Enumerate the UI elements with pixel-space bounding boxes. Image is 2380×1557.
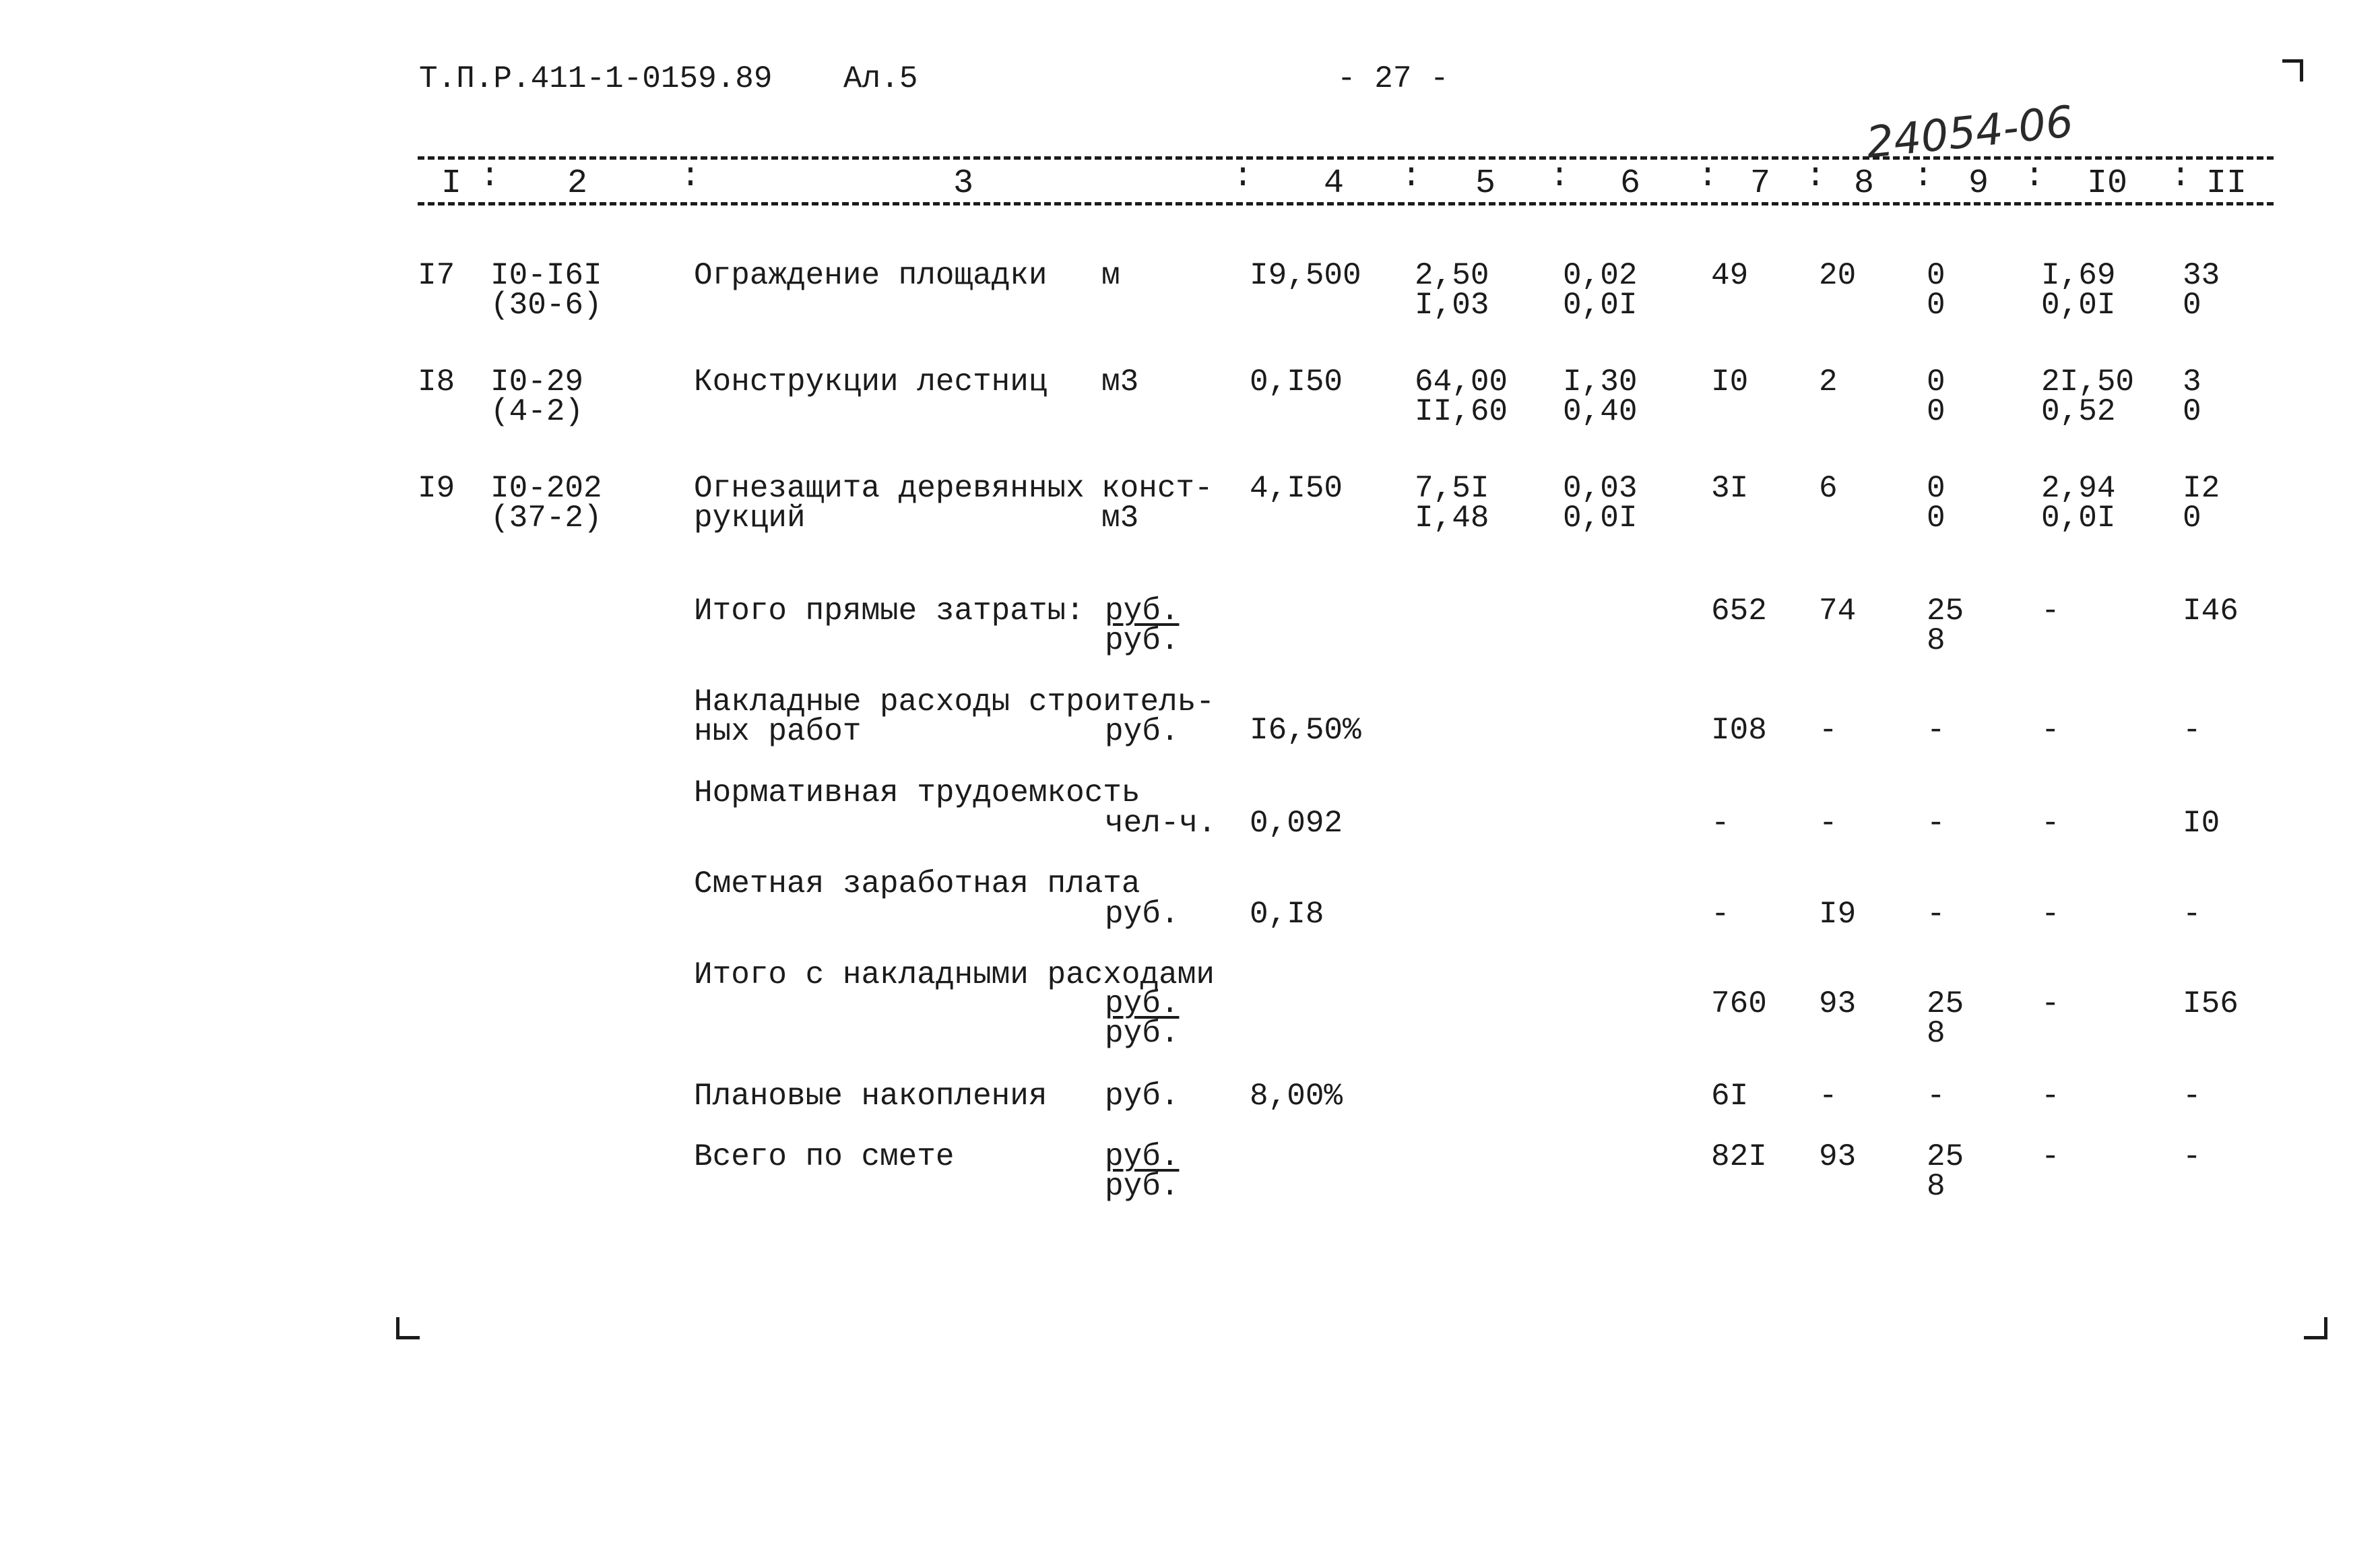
summary-col11: - [2183,897,2201,932]
column-header: 2 [567,164,588,203]
summary-unit-line: руб. [1105,623,1180,658]
header-bottom-rule [418,202,2274,205]
row-col11-line: 3 [2183,364,2201,400]
summary-label-line: ных работ [694,714,862,749]
row-code-line: (37-2) [490,501,602,536]
row-col9 [1927,364,1945,429]
summary-col9-line: 25 [1927,1139,1964,1174]
row-col8: 6 [1819,471,1838,506]
column-header: 4 [1324,164,1345,203]
row-unit-line: м3 [1101,364,1139,400]
summary-col9-line: 8 [1927,1016,1945,1051]
column-separator: : [2170,158,2191,196]
summary-label-line: Нормативная трудоемкость [694,775,1140,811]
summary-unit-line: чел-ч. [1105,806,1217,841]
row-col7: I0 [1711,364,1749,400]
row-code [490,364,584,429]
summary-col9-line: 25 [1927,594,1964,629]
column-header: 8 [1854,164,1875,203]
column-separator: : [480,158,501,196]
summary-col9 [1927,806,1945,841]
row-col11-line: 0 [2183,394,2201,429]
row-col6-line: I,30 [1563,364,1638,400]
summary-col9-line: - [1927,1079,1945,1114]
row-unit [1101,364,1139,400]
summary-unit-line: руб. [1105,714,1180,749]
row-col10-line: 0,0I [2041,288,2116,323]
summary-col11: - [2183,1139,2201,1174]
row-code-line: I0-29 [490,364,584,400]
row-col10 [2041,258,2116,323]
column-separator: : [1549,158,1570,196]
row-col11 [2183,364,2201,429]
row-quantity: 4,I50 [1250,471,1343,506]
summary-col7: - [1711,806,1730,841]
row-col5 [1415,471,1489,536]
summary-col8: - [1819,806,1838,841]
row-col10-line: 2,94 [2041,471,2116,506]
row-unit [1101,258,1120,293]
row-code [490,258,602,323]
corner-mark-bottom-left [396,1317,420,1339]
summary-col8: - [1819,1079,1838,1114]
row-quantity: I9,500 [1250,258,1361,293]
row-col6-line: 0,02 [1563,258,1638,293]
summary-unit-line: руб. [1105,1016,1180,1051]
row-unit-line: м [1101,258,1120,293]
row-name [694,471,1085,536]
summary-percent: 0,I8 [1250,897,1324,932]
summary-col9-line: - [1927,806,1945,841]
row-col6-line: 0,40 [1563,394,1638,429]
summary-unit-line: руб. [1105,897,1180,932]
row-col5-line: 64,00 [1415,364,1508,400]
summary-col10: - [2041,594,2060,629]
summary-col9 [1927,897,1945,932]
column-separator: : [1805,158,1826,196]
summary-label [694,866,1140,901]
page-number: - 27 - [1337,61,1449,96]
summary-col9 [1927,713,1945,748]
summary-col8: 74 [1819,594,1857,629]
row-col10-line: 0,0I [2041,501,2116,536]
summary-col8: 93 [1819,986,1857,1021]
summary-percent: I6,50% [1250,713,1361,748]
summary-col10: - [2041,897,2060,932]
summary-col10: - [2041,713,2060,748]
summary-col9 [1927,1139,1964,1204]
row-unit-line: конст- [1101,471,1213,506]
summary-col7: 82I [1711,1139,1767,1174]
row-unit-line: м3 [1101,501,1139,536]
row-col11-line: 33 [2183,258,2220,293]
summary-unit-line: руб. [1105,1139,1180,1174]
summary-percent: 8,00% [1250,1079,1343,1114]
corner-mark-top-right [2282,59,2303,82]
summary-col10: - [2041,1079,2060,1114]
summary-unit [1105,897,1180,932]
column-header: I0 [2087,164,2128,203]
row-col5 [1415,258,1489,323]
summary-unit-line: руб. [1105,1169,1180,1204]
row-name-line: Огнезащита деревянных [694,471,1085,506]
summary-label [694,775,1140,811]
row-col8: 20 [1819,258,1857,293]
row-col9-line: 0 [1927,364,1945,400]
summary-unit [1105,1139,1180,1204]
row-col5-line: 2,50 [1415,258,1489,293]
summary-col8: 93 [1819,1139,1857,1174]
row-unit [1101,471,1213,536]
row-col10 [2041,471,2116,536]
summary-col11: I46 [2183,594,2239,629]
row-col9 [1927,258,1945,323]
summary-unit-line: руб. [1105,1079,1180,1114]
corner-mark-bottom-right [2304,1317,2327,1339]
row-col10-line: I,69 [2041,258,2116,293]
sheet-label: Ал.5 [843,61,918,96]
row-col11-line: I2 [2183,471,2220,506]
summary-col7: 6I [1711,1079,1749,1114]
summary-label-line: Всего по смете [694,1139,955,1174]
summary-label-line: Накладные расходы строитель- [694,685,1215,720]
column-header: 5 [1475,164,1496,203]
row-col11-line: 0 [2183,288,2201,323]
row-name-line: рукций [694,501,806,536]
summary-label [694,1079,1048,1114]
summary-col8: - [1819,713,1838,748]
row-col5 [1415,364,1508,429]
summary-col10: - [2041,1139,2060,1174]
column-separator: : [1698,158,1718,196]
summary-col7: I08 [1711,713,1767,748]
row-code-line: (4-2) [490,394,584,429]
summary-col10: - [2041,806,2060,841]
row-col11 [2183,258,2220,323]
row-col8: 2 [1819,364,1838,400]
row-code-line: I0-I6I [490,258,602,293]
row-col7: 49 [1711,258,1749,293]
summary-col9 [1927,596,1964,656]
summary-label [694,1139,955,1174]
row-col10-line: 0,52 [2041,394,2116,429]
column-header: 6 [1620,164,1641,203]
row-quantity: 0,I50 [1250,364,1343,400]
summary-col9-line: 25 [1927,986,1964,1021]
row-col9-line: 0 [1927,471,1945,506]
row-name [694,258,1048,293]
document-code: Т.П.Р.411-1-0159.89 [419,61,773,96]
row-code-line: I0-202 [490,471,602,506]
summary-col11: - [2183,713,2201,748]
summary-label-line: Итого прямые затраты: [694,594,1085,629]
row-col9 [1927,471,1945,536]
summary-col9 [1927,1079,1945,1114]
row-col6-line: 0,0I [1563,288,1638,323]
summary-unit [1105,986,1180,1051]
summary-col11: I56 [2183,986,2239,1021]
summary-col11: I0 [2183,806,2220,841]
row-col10 [2041,364,2135,429]
summary-col11: - [2183,1079,2201,1114]
column-header: I [441,164,462,203]
handwritten-number: 24054-06 [1863,97,2076,168]
summary-unit [1105,596,1179,656]
row-col5-line: I,03 [1415,288,1489,323]
row-col5-line: I,48 [1415,501,1489,536]
column-separator: : [1401,158,1422,196]
column-header: II [2206,164,2247,203]
row-col11-line: 0 [2183,501,2201,536]
summary-col7: - [1711,897,1730,932]
column-header: 7 [1750,164,1771,203]
summary-col9-line: - [1927,897,1945,932]
row-col6 [1563,258,1638,323]
summary-col10: - [2041,986,2060,1021]
row-code [490,471,602,536]
row-col6 [1563,471,1638,536]
row-number: I8 [418,364,455,400]
summary-col8: I9 [1819,897,1857,932]
summary-unit [1105,806,1217,841]
summary-unit-line: руб. [1105,986,1180,1021]
summary-label [694,594,1085,629]
summary-col9-line: 8 [1927,623,1945,658]
column-separator: : [2024,158,2045,196]
summary-col7: 760 [1711,986,1767,1021]
summary-col9-line: - [1927,713,1945,748]
summary-label-line: Плановые накопления [694,1079,1048,1114]
row-name [694,364,1048,400]
column-separator: : [680,158,701,196]
summary-percent: 0,092 [1250,806,1343,841]
summary-label [694,957,1215,992]
row-col9-line: 0 [1927,501,1945,536]
row-col6-line: 0,0I [1563,501,1638,536]
summary-col9 [1927,986,1964,1051]
summary-col9-line: 8 [1927,1169,1945,1204]
row-col10-line: 2I,50 [2041,364,2135,400]
summary-label-line: Итого с накладными расходами [694,957,1215,992]
summary-unit [1105,714,1180,749]
summary-unit [1105,1079,1180,1114]
row-col6 [1563,364,1638,429]
row-col6-line: 0,03 [1563,471,1638,506]
row-number: I7 [418,258,455,293]
column-header: 9 [1968,164,1989,203]
column-separator: : [1913,158,1934,196]
row-col9-line: 0 [1927,394,1945,429]
row-col5-line: II,60 [1415,394,1508,429]
row-name-line: Ограждение площадки [694,258,1048,293]
column-separator: : [1233,158,1254,196]
row-col7: 3I [1711,471,1749,506]
summary-unit-line: руб. [1105,594,1180,629]
summary-col7: 652 [1711,594,1767,629]
row-col11 [2183,471,2220,536]
row-number: I9 [418,471,455,506]
row-name-line: Конструкции лестниц [694,364,1048,400]
row-col5-line: 7,5I [1415,471,1489,506]
row-col9-line: 0 [1927,258,1945,293]
row-code-line: (30-6) [490,288,602,323]
column-header: 3 [953,164,974,203]
summary-label-line: Сметная заработная плата [694,866,1140,901]
row-col9-line: 0 [1927,288,1945,323]
